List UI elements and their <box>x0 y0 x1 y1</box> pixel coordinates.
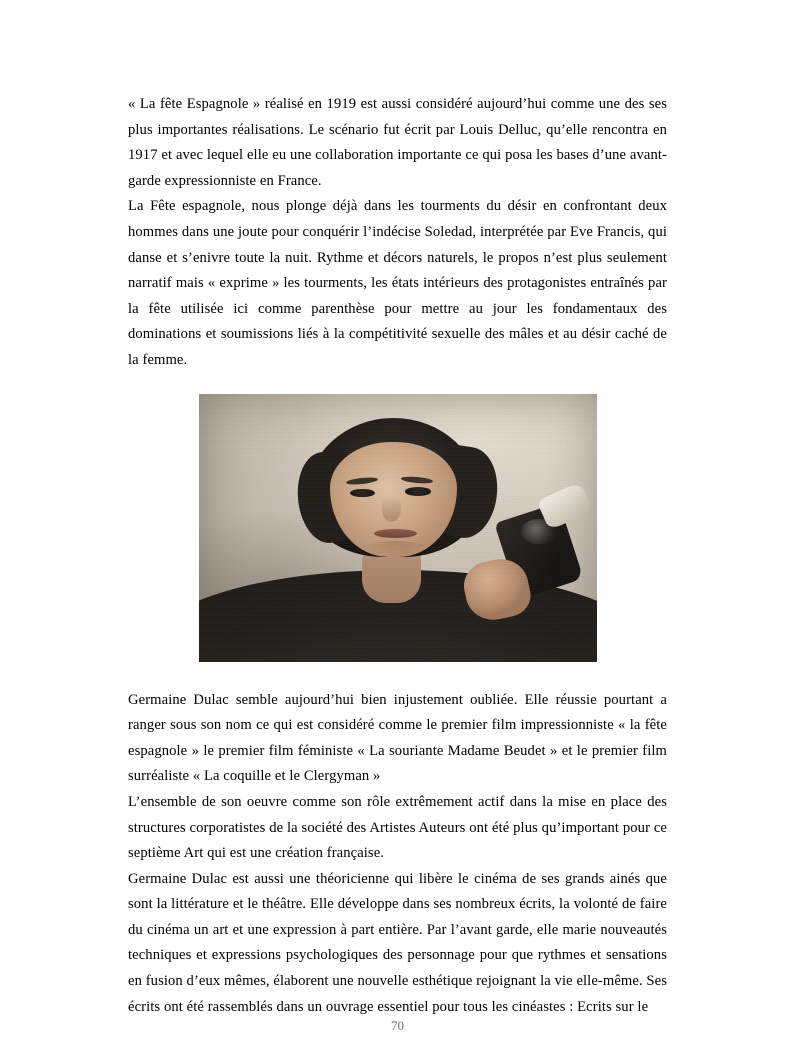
page-content <box>128 92 667 1020</box>
figure-portrait <box>128 394 667 662</box>
paragraph-5: Germaine Dulac est aussi une théoricienne qui libère le cinéma de ses grands ainés que sont la littérature et le théâtre. Elle développe dans ses nombreux écrits, la volonté de faire du cinéma un art et une expression à part entière. Par l’avant garde, elle marie nouveautés techniques et expressions psychologiques des personnage pour que rythmes et sensations en fusion d’eux mêmes, élaborent une nouvelle esthétique rejoignant la vie elle-même. Ses écrits ont été rassemblés dans un ouvrage essentiel pour tous les cinéastes : Ecrits sur le <box>128 870 667 1015</box>
paragraph-2: La Fête espagnole, nous plonge déjà dans les tourments du désir en confrontant deux hommes dans une joute pour conquérir l’indécise Soledad, interprétée par Eve Francis, qui danse et s’enivre toute la nuit. Rythme et décors naturels, le propos n’est plus seulement narratif mais « exprime » les tourments, les états intérieurs des protagonistes entraînés par la fête utilisée ici comme parenthèse pour mettre au jour les fondamentaux des dominations et soumissions liés à la compétitivité sexuelle des mâles et au désir caché de la femme. <box>128 198 667 368</box>
photo-lips <box>374 529 418 538</box>
paragraph-3: Germaine Dulac semble aujourd’hui bien injustement oubliée. Elle réussie pourtant a ranger sous son nom ce qui est considéré comme le premier film impressionniste « la fête espagnole » le premier film féministe « La souriante Madame Beudet » et le premier film surréaliste « La coquille et le Clergyman » <box>128 691 667 785</box>
paragraph-4: L’ensemble de son oeuvre comme son rôle extrêmement actif dans la mise en place des structures corporatistes de la société des Artistes Auteurs ont été plus qu’important pour ce septième Art qui est une création française. <box>128 793 667 862</box>
page-number: 70 <box>391 1018 404 1033</box>
photo-eye-right <box>405 487 430 496</box>
photo-chin-shadow <box>362 541 430 557</box>
paragraph-1: « La fête Espagnole » réalisé en 1919 est aussi considéré aujourd’hui comme une des ses plus importantes réalisations. Le scénario fut écrit par Louis Delluc, qu’elle rencontra en 1917 et avec lequel elle eu une collaboration importante ce qui posa les bases d’une avant-garde expressionniste en France. <box>128 96 667 189</box>
portrait-photograph <box>199 394 597 662</box>
